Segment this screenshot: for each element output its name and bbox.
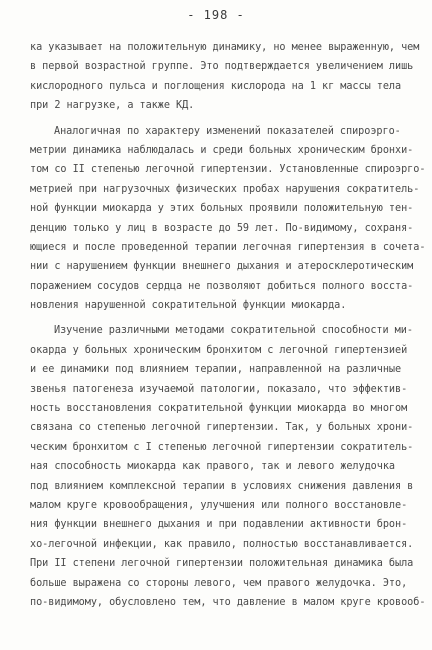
text-line: Изучение различными методами сократительной способности ми- — [54, 325, 413, 337]
text-line: окарда у больных хроническим бронхитом с легочной гипертензией — [30, 344, 408, 356]
text-line: при 2 нагрузке, а также КД. — [30, 100, 195, 112]
text-line: том со II степенью легочной гипертензии. Установленные спироэрго- — [30, 164, 425, 176]
text-line: хо-легочной инфекции, как правило, полностью восстанавливается. — [30, 538, 414, 550]
text-line: ческим бронхитом с I степенью легочной гипертензии сократитель- — [30, 441, 414, 453]
text-line: новления нарушенной сократительной функции миокарда. — [30, 300, 347, 312]
text-line: под влиянием комплексной терапии в условиях снижения давления в — [30, 480, 414, 492]
text-line: в первой возрастной группе. Это подтверждается увеличением лишь — [30, 61, 414, 73]
text-line: поражением сосудов сердца не позволяют добиться полного восста- — [30, 280, 414, 292]
page-number: - 198 - — [187, 8, 245, 22]
body-text — [30, 38, 425, 612]
text-line: ность восстановления сократительной функции миокарда во многом — [30, 403, 408, 415]
paragraph — [30, 321, 425, 612]
text-line: денцию только у лиц в возрасте до 59 лет. По-видимому, сохраня- — [30, 222, 414, 234]
text-line: Аналогичная по характеру изменений показателей спироэрго- — [54, 125, 401, 137]
text-line: ния функции внешнего дыхания и при подавлении активности брон- — [30, 519, 408, 531]
text-line: метрией при нагрузочных физических пробах нарушения сократитель- — [30, 183, 420, 195]
text-line: ка указывает на положительную динамику, но менее выраженную, чем — [30, 42, 420, 53]
text-line: При II степени легочной гипертензии положительная динамика была — [30, 558, 414, 570]
text-line: звенья патогенеза изучаемой патологии, показало, что эффектив- — [30, 383, 408, 395]
text-line: нии с нарушением функции внешнего дыхания и атеросклеротическим — [30, 261, 414, 273]
paragraph — [30, 122, 425, 316]
text-line: ная способность миокарда как правого, так и левого желудочка — [30, 461, 396, 473]
text-line: ющиеся и после проведенной терапии легочная гипертензия в сочета- — [30, 241, 425, 253]
text-line: малом круге кровообращения, улучшения или полного восстановле- — [30, 499, 408, 511]
text-line: по-видимому, обусловлено тем, что давление в малом круге кровооб- — [30, 596, 425, 608]
text-line: больше выражена со стороны левого, чем правого желудочка. Это, — [30, 577, 408, 589]
text-line: кислородного пульса и поглощения кислорода на 1 кг массы тела — [30, 80, 402, 92]
text-line: метрии динамика наблюдалась и среди больных хроническим бронхи- — [30, 144, 414, 156]
paragraph — [30, 38, 425, 116]
text-line: связана со степенью легочной гипертензии. Так, у больных хрони- — [30, 422, 414, 434]
text-line: ной функции миокарда у этих больных проявили положительную тен- — [30, 203, 414, 215]
text-line: и ее динамики под влиянием терапии, направленной на различные — [30, 364, 402, 376]
